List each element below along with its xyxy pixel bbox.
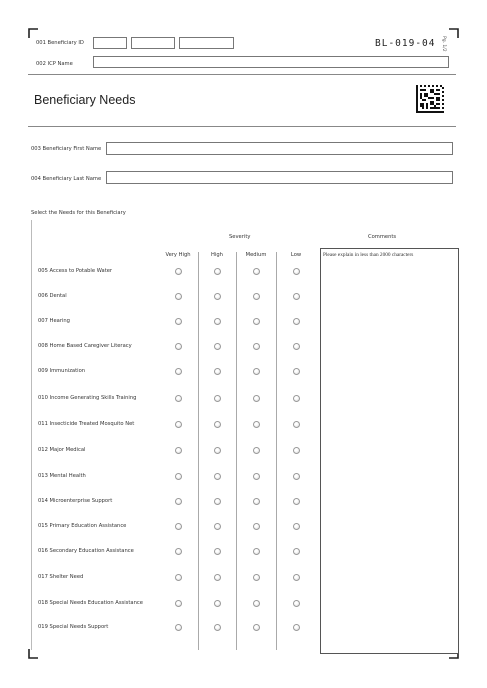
need-label: 012 Major Medical (38, 447, 86, 453)
beneficiary-id-field-2[interactable] (131, 37, 175, 49)
severity-divider-2 (236, 252, 237, 650)
need-label: 014 Microenterprise Support (38, 498, 113, 504)
severity-level-2: High (211, 252, 223, 258)
severity-radio-3[interactable] (253, 343, 260, 350)
severity-radio-3[interactable] (253, 318, 260, 325)
need-label: 018 Special Needs Education Assistance (38, 600, 143, 606)
severity-radio-3[interactable] (253, 395, 260, 402)
beneficiary-id-field-3[interactable] (179, 37, 234, 49)
severity-radio-4[interactable] (293, 574, 300, 581)
severity-radio-3[interactable] (253, 600, 260, 607)
severity-radio-3[interactable] (253, 293, 260, 300)
header-divider (28, 74, 456, 75)
severity-radio-4[interactable] (293, 473, 300, 480)
severity-radio-3[interactable] (253, 447, 260, 454)
corner-mark-bottom-left (28, 649, 38, 659)
form-id: BL-019-04 (375, 38, 436, 49)
severity-radio-1[interactable] (175, 473, 182, 480)
severity-radio-1[interactable] (175, 368, 182, 375)
severity-level-3: Medium (245, 252, 267, 258)
severity-radio-2[interactable] (214, 624, 221, 631)
need-label: 016 Secondary Education Assistance (38, 548, 134, 554)
severity-radio-4[interactable] (293, 624, 300, 631)
need-label: 015 Primary Education Assistance (38, 523, 127, 529)
severity-radio-2[interactable] (214, 447, 221, 454)
icp-name-label: 002 ICP Name (36, 61, 73, 67)
severity-radio-3[interactable] (253, 624, 260, 631)
comments-placeholder: Please explain in less than 2000 characters (323, 252, 414, 258)
need-label: 011 Insecticide Treated Mosquito Net (38, 421, 135, 427)
title-divider (28, 126, 456, 127)
severity-radio-1[interactable] (175, 600, 182, 607)
severity-radio-1[interactable] (175, 447, 182, 454)
severity-radio-4[interactable] (293, 498, 300, 505)
severity-radio-2[interactable] (214, 473, 221, 480)
severity-radio-2[interactable] (214, 268, 221, 275)
severity-radio-4[interactable] (293, 548, 300, 555)
severity-radio-2[interactable] (214, 523, 221, 530)
need-label: 009 Immunization (38, 368, 86, 374)
table-left-border (31, 220, 32, 650)
severity-radio-4[interactable] (293, 395, 300, 402)
needs-instruction: Select the Needs for this Beneficiary (31, 210, 126, 216)
need-label: 008 Home Based Caregiver Literacy (38, 343, 132, 349)
severity-radio-3[interactable] (253, 473, 260, 480)
severity-radio-1[interactable] (175, 293, 182, 300)
severity-radio-2[interactable] (214, 395, 221, 402)
severity-radio-1[interactable] (175, 343, 182, 350)
severity-radio-4[interactable] (293, 318, 300, 325)
severity-radio-3[interactable] (253, 421, 260, 428)
need-label: 006 Dental (38, 293, 67, 299)
severity-radio-1[interactable] (175, 421, 182, 428)
severity-radio-1[interactable] (175, 395, 182, 402)
severity-radio-3[interactable] (253, 498, 260, 505)
need-label: 005 Access to Potable Water (38, 268, 113, 274)
last-name-field[interactable] (106, 171, 453, 184)
severity-divider-3 (276, 252, 277, 650)
severity-header: Severity (229, 234, 251, 240)
corner-mark-top-left (28, 28, 38, 38)
severity-radio-1[interactable] (175, 318, 182, 325)
severity-radio-3[interactable] (253, 368, 260, 375)
severity-radio-3[interactable] (253, 523, 260, 530)
severity-radio-3[interactable] (253, 574, 260, 581)
icp-name-field[interactable] (93, 56, 449, 68)
severity-radio-4[interactable] (293, 293, 300, 300)
comments-header: Comments (368, 234, 397, 240)
page-title: Beneficiary Needs (34, 93, 136, 107)
severity-radio-3[interactable] (253, 548, 260, 555)
severity-level-1: Very High (165, 252, 191, 258)
severity-radio-2[interactable] (214, 574, 221, 581)
need-label: 017 Shelter Need (38, 574, 84, 580)
severity-radio-1[interactable] (175, 498, 182, 505)
severity-radio-4[interactable] (293, 268, 300, 275)
severity-radio-2[interactable] (214, 343, 221, 350)
severity-radio-4[interactable] (293, 343, 300, 350)
data-matrix-code (416, 85, 444, 113)
first-name-label: 003 Beneficiary First Name (31, 146, 102, 152)
severity-radio-2[interactable] (214, 421, 221, 428)
comments-box[interactable] (320, 248, 459, 654)
severity-radio-3[interactable] (253, 268, 260, 275)
need-label: 019 Special Needs Support (38, 624, 109, 630)
need-label: 013 Mental Health (38, 473, 86, 479)
severity-radio-1[interactable] (175, 268, 182, 275)
need-label: 010 Income Generating Skills Training (38, 395, 137, 401)
first-name-field[interactable] (106, 142, 453, 155)
severity-radio-4[interactable] (293, 523, 300, 530)
severity-radio-2[interactable] (214, 498, 221, 505)
severity-radio-1[interactable] (175, 574, 182, 581)
corner-mark-top-right (449, 28, 459, 38)
last-name-label: 004 Beneficiary Last Name (31, 176, 102, 182)
severity-radio-2[interactable] (214, 368, 221, 375)
need-label: 007 Hearing (38, 318, 70, 324)
beneficiary-id-field-1[interactable] (93, 37, 127, 49)
severity-radio-1[interactable] (175, 548, 182, 555)
severity-radio-2[interactable] (214, 318, 221, 325)
severity-divider-1 (198, 252, 199, 650)
severity-radio-4[interactable] (293, 600, 300, 607)
beneficiary-id-label: 001 Beneficiary ID (36, 40, 84, 46)
page-number: Pg. 1/2 (441, 36, 446, 52)
severity-radio-1[interactable] (175, 624, 182, 631)
severity-level-4: Low (290, 252, 302, 258)
severity-radio-2[interactable] (214, 548, 221, 555)
severity-radio-1[interactable] (175, 523, 182, 530)
severity-radio-4[interactable] (293, 421, 300, 428)
severity-radio-4[interactable] (293, 447, 300, 454)
severity-radio-4[interactable] (293, 368, 300, 375)
severity-radio-2[interactable] (214, 600, 221, 607)
severity-radio-2[interactable] (214, 293, 221, 300)
